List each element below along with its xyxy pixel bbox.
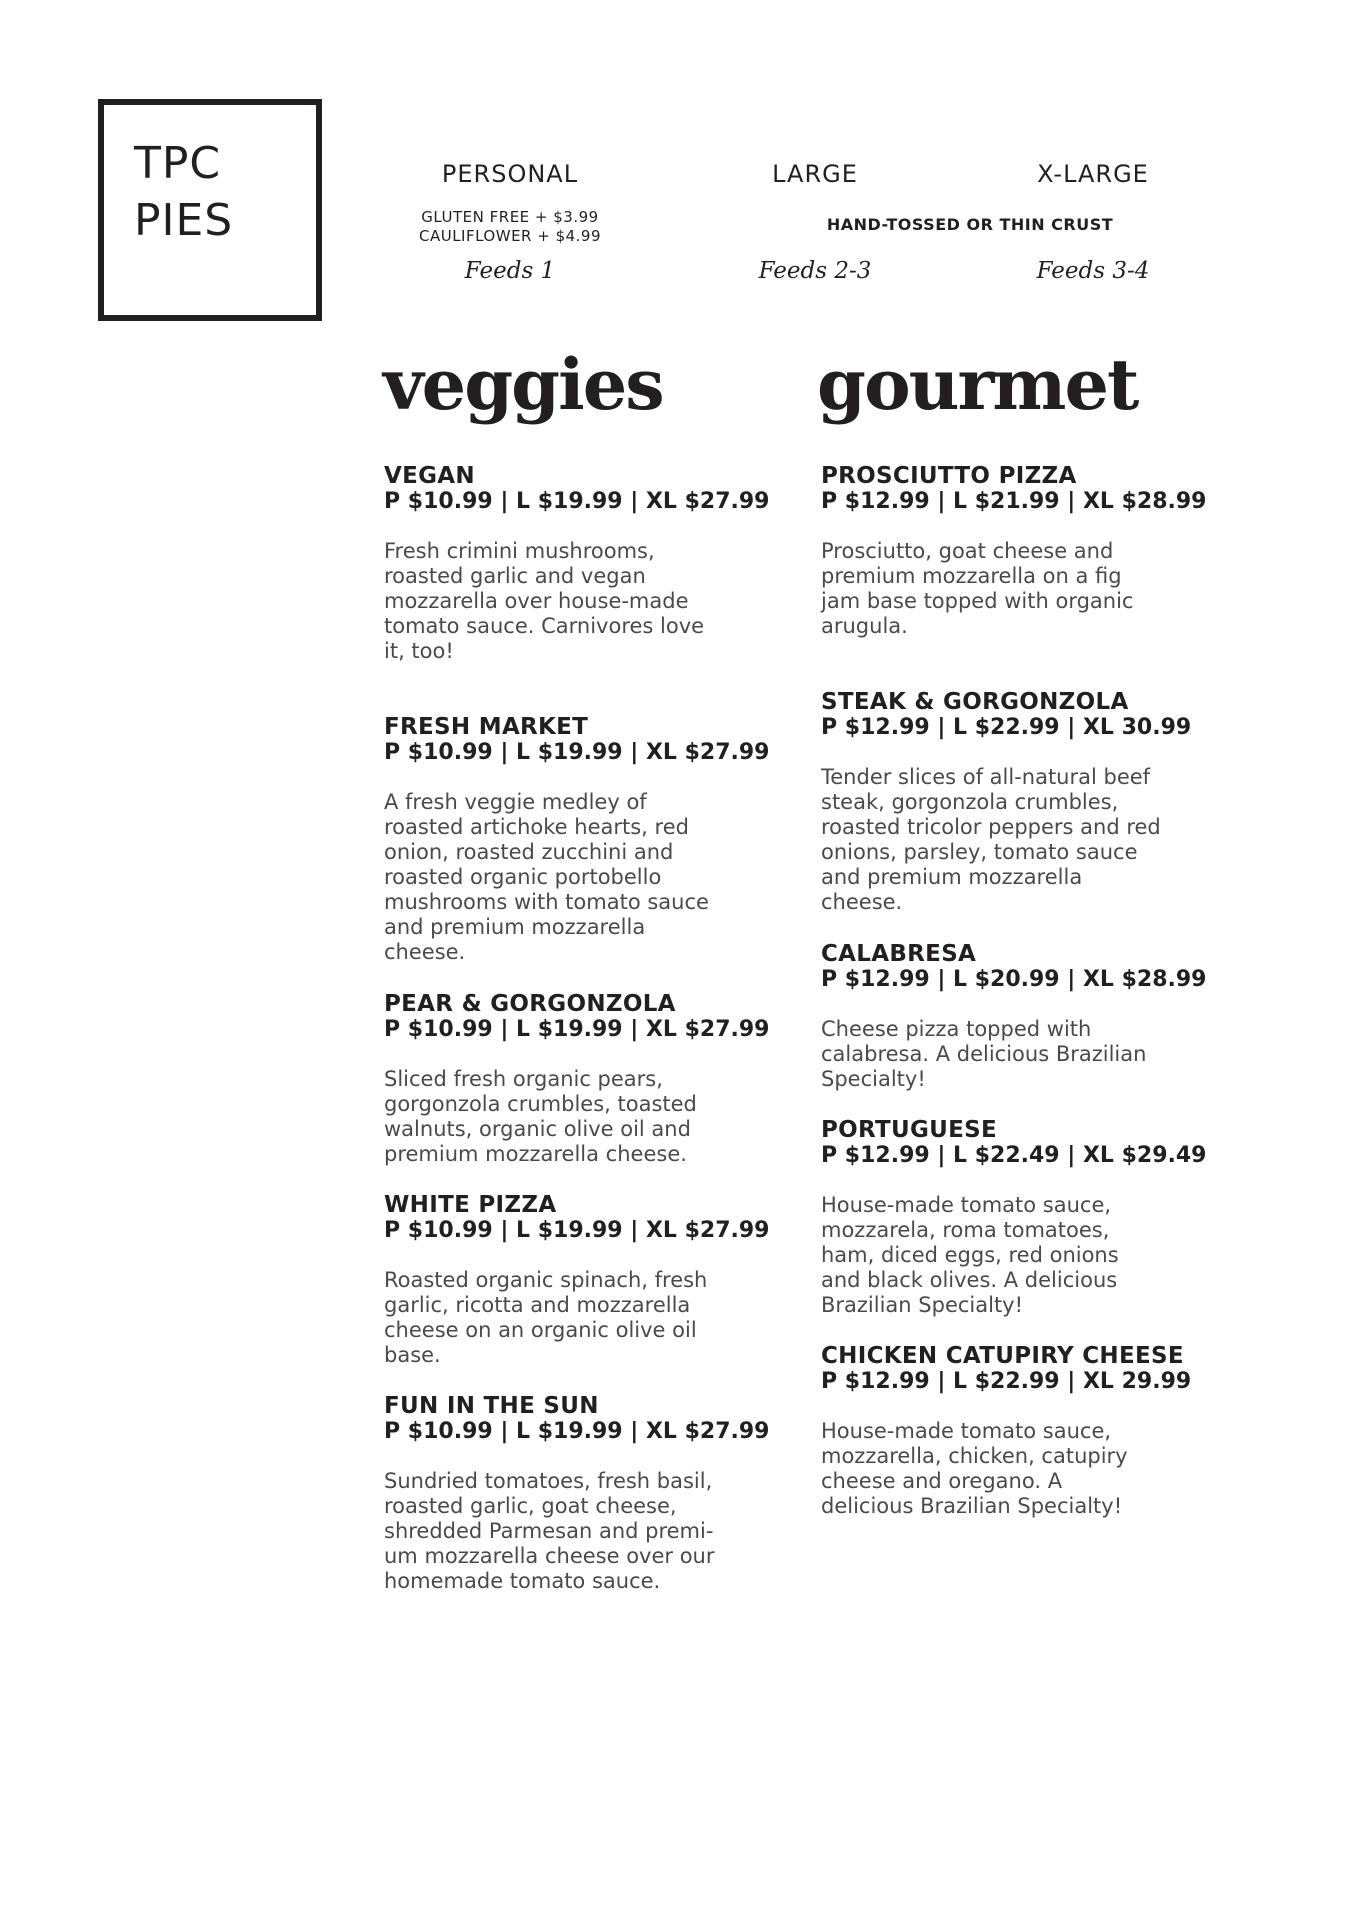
size-xlarge-name: X-LARGE [1037, 160, 1149, 188]
menu-item [384, 1393, 770, 1594]
feeds-xlarge: Feeds 3-4 [1036, 258, 1150, 284]
size-personal [360, 160, 660, 246]
item-description: Cheese pizza topped with calabresa. A delicious Brazilian Specialty! [821, 1017, 1147, 1091]
item-name: CHICKEN CATUPIRY CHEESE [821, 1343, 1184, 1369]
logo-text: TPC PIES [134, 138, 234, 246]
item-price: P $12.99 | L $22.49 | XL $29.49 [821, 1143, 1207, 1168]
item-price: P $10.99 | L $19.99 | XL $27.99 [384, 1017, 770, 1042]
section-title-gourmet: gourmet [817, 343, 1138, 426]
feeds-large: Feeds 2-3 [758, 258, 872, 284]
item-name: VEGAN [384, 463, 475, 489]
logo-box [98, 99, 322, 321]
item-name: FUN IN THE SUN [384, 1393, 599, 1419]
item-description: Prosciutto, goat cheese and premium mozzarella on a fig jam base topped with organic arugula. [821, 539, 1134, 638]
item-name: STEAK & GORGONZOLA [821, 689, 1129, 715]
item-name: PEAR & GORGONZOLA [384, 991, 676, 1017]
item-name: FRESH MARKET [384, 714, 589, 740]
menu-item [821, 463, 1207, 639]
item-description: A fresh veggie medley of roasted artichoke hearts, red onion, roasted zucchini and roasted organic portobello mushrooms with tomato sauce and premium mozzarella cheese. [384, 790, 709, 964]
menu-item [821, 1343, 1201, 1519]
item-price: P $10.99 | L $19.99 | XL $27.99 [384, 1419, 770, 1444]
item-price: P $12.99 | L $22.99 | XL 30.99 [821, 715, 1192, 740]
crust-note: HAND-TOSSED OR THIN CRUST [826, 215, 1114, 234]
size-personal-note-cauliflower: CAULIFLOWER + $4.99 [418, 227, 602, 245]
menu-item [821, 1117, 1207, 1318]
size-large-name: LARGE [772, 160, 858, 188]
menu-item [384, 991, 770, 1167]
item-name: CALABRESA [821, 941, 977, 967]
item-price: P $10.99 | L $19.99 | XL $27.99 [384, 489, 770, 514]
size-personal-name: PERSONAL [441, 160, 579, 188]
item-price: P $12.99 | L $21.99 | XL $28.99 [821, 489, 1207, 514]
menu-item [821, 941, 1207, 1092]
menu-item [384, 714, 770, 965]
item-description: House-made tomato sauce, mozzarella, chicken, catupiry cheese and oregano. A delicious Brazilian Specialty! [821, 1419, 1128, 1518]
menu-item [384, 463, 770, 664]
size-large [665, 160, 965, 188]
item-name: PROSCIUTTO PIZZA [821, 463, 1077, 489]
item-name: WHITE PIZZA [384, 1192, 557, 1218]
size-xlarge [943, 160, 1243, 188]
feeds-personal: Feeds 1 [464, 258, 556, 284]
section-title-veggies: veggies [383, 343, 663, 426]
item-name: PORTUGUESE [821, 1117, 997, 1143]
size-personal-note-gluten: GLUTEN FREE + $3.99 [421, 208, 599, 226]
item-price: P $12.99 | L $20.99 | XL $28.99 [821, 967, 1207, 992]
item-description: Sliced fresh organic pears, gorgonzola crumbles, toasted walnuts, organic olive oil and premium mozzarella cheese. [384, 1067, 697, 1166]
item-description: Fresh crimini mushrooms, roasted garlic and vegan mozzarella over house-made tomato sauce. Carnivores love it, too! [384, 539, 705, 663]
item-price: P $10.99 | L $19.99 | XL $27.99 [384, 740, 770, 765]
item-price: P $12.99 | L $22.99 | XL 29.99 [821, 1369, 1192, 1394]
item-description: Sundried tomatoes, fresh basil, roasted garlic, goat cheese, shredded Parmesan and premi-um mozzarella cheese over our homemade tomato sauce. [384, 1469, 715, 1593]
menu-item [384, 1192, 770, 1368]
menu-item [821, 689, 1201, 915]
item-description: Tender slices of all-natural beef steak, gorgonzola crumbles, roasted tricolor peppers and red onions, parsley, tomato sauce and premium mozzarella cheese. [821, 765, 1161, 914]
item-description: Roasted organic spinach, fresh garlic, ricotta and mozzarella cheese on an organic olive oil base. [384, 1268, 708, 1367]
item-description: House-made tomato sauce, mozzarela, roma tomatoes, ham, diced eggs, red onions and black olives. A delicious Brazilian Specialty! [821, 1193, 1119, 1317]
item-price: P $10.99 | L $19.99 | XL $27.99 [384, 1218, 770, 1243]
